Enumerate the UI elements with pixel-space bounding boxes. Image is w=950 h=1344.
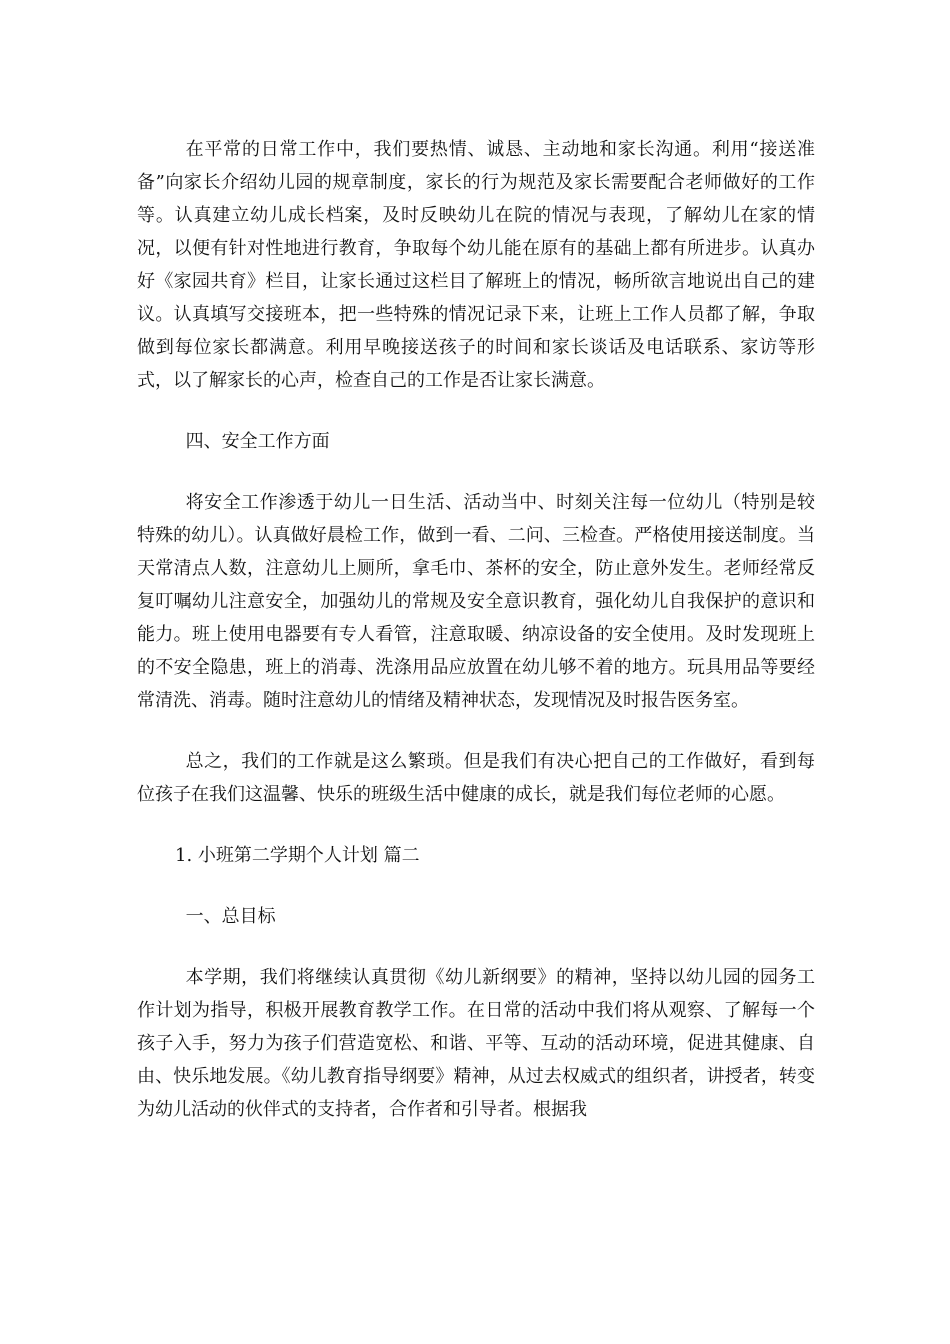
paragraph-conclusion: 总之，我们的工作就是这么繁琐。但是我们有决心把自己的工作做好，看到每位孩子在我们这温馨、快乐的班级生活中健康的成长，就是我们每位老师的心愿。: [137, 751, 815, 805]
paragraph-parent-communication: 在平常的日常工作中，我们要热情、诚恳、主动地和家长沟通。利用“接送准备”向家长介绍幼儿园的规章制度，家长的行为规范及家长需要配合老师做好的工作等。认真建立幼儿成长档案，及时反映幼儿在院的情况与表现，了解幼儿在家的情况，以便有针对性地进行教育，争取每个幼儿能在原有的基础上都有所进步。认真办好《家园共育》栏目，让家长通过这栏目了解班上的情况，畅所欲言地说出自己的建议。认真填写交接班本，把一些特殊的情况记录下来，让班上工作人员都了解，争取做到每位家长都满意。利用早晚接送孩子的时间和家长谈话及电话联系、家访等形式，以了解家长的心声，检查自己的工作是否让家长满意。: [137, 139, 815, 391]
section-heading-overall-goal: 一、总目标: [185, 906, 276, 927]
document-heading-part-two: 1. 小班第二学期个人计划 篇二: [175, 845, 420, 866]
document-body: [137, 133, 815, 1154]
paragraph-overall-goal: 本学期，我们将继续认真贯彻《幼儿新纲要》的精神，坚持以幼儿园的园务工作计划为指导，积极开展教育教学工作。在日常的活动中我们将从观察、了解每一个孩子入手，努力为孩子们营造宽松、和谐、平等、互动的活动环境，促进其健康、自由、快乐地发展。《幼儿教育指导纲要》精神，从过去权威式的组织者，讲授者，转变为幼儿活动的伙伴式的支持者，合作者和引导者。根据我: [137, 967, 815, 1120]
paragraph-safety-work: 将安全工作渗透于幼儿一日生活、活动当中、时刻关注每一位幼儿（特别是较特殊的幼儿）。认真做好晨检工作，做到一看、二问、三检查。严格使用接送制度。当天常清点人数，注意幼儿上厕所，拿毛巾、茶杯的安全，防止意外发生。老师经常反复叮嘱幼儿注意安全，加强幼儿的常规及安全意识教育，强化幼儿自我保护的意识和能力。班上使用电器要有专人看管，注意取暖、纳凉设备的安全使用。及时发现班上的不安全隐患，班上的消毒、洗涤用品应放置在幼儿够不着的地方。玩具用品等要经常清洗、消毒。随时注意幼儿的情绪及精神状态，发现情况及时报告医务室。: [137, 492, 815, 711]
section-heading-safety: 四、安全工作方面: [185, 431, 330, 452]
